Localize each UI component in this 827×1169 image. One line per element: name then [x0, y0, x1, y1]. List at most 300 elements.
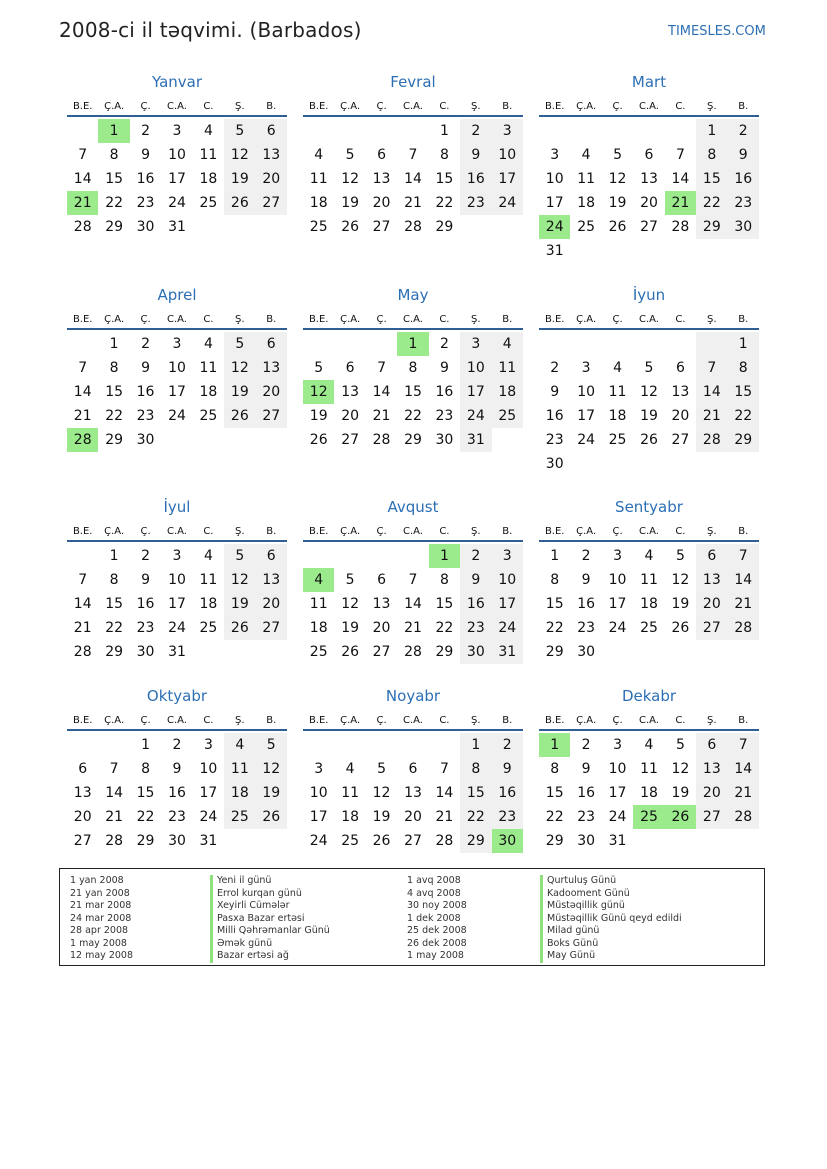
- day-cell: 16: [545, 408, 564, 424]
- day-cell: 12: [224, 356, 255, 380]
- empty-cell: [366, 332, 397, 356]
- day-cell: 18: [199, 384, 218, 400]
- month-name: Mart: [631, 73, 667, 91]
- weekday-label: Ç.: [612, 526, 623, 537]
- empty-cell: [602, 332, 633, 356]
- empty-cell: [665, 239, 696, 263]
- day-cell: 19: [640, 408, 658, 424]
- day-cell: 14: [435, 785, 454, 801]
- weekday-label: Ç.A.: [576, 715, 597, 726]
- day-cell: 6: [675, 360, 685, 376]
- legend-holiday-name: Errol kurqan günü: [210, 888, 330, 901]
- weekday-label: B.E.: [72, 526, 93, 537]
- day-cell: 2: [550, 360, 560, 376]
- weekday-label: Ç.A.: [340, 314, 361, 325]
- day-cell: 28: [696, 428, 727, 452]
- month-2: [303, 72, 523, 239]
- day-cell: 18: [577, 195, 596, 211]
- day-cell: 27: [372, 644, 391, 660]
- empty-cell: [334, 544, 365, 568]
- day-cell: 8: [439, 572, 449, 588]
- day-cell: 26: [341, 644, 360, 660]
- day-cell: 16: [460, 167, 491, 191]
- empty-cell: [633, 829, 664, 853]
- day-cell: 30: [435, 432, 454, 448]
- day-cell: 28: [67, 428, 98, 452]
- day-cell: 4: [224, 733, 255, 757]
- day-cell: 24: [492, 616, 523, 640]
- day-cell: 28: [105, 833, 124, 849]
- day-cell: 17: [545, 195, 564, 211]
- day-cell: 29: [460, 829, 491, 853]
- day-cell: 27: [256, 404, 287, 428]
- day-cell: 5: [314, 360, 324, 376]
- day-cell: 8: [460, 757, 491, 781]
- day-cell: 21: [404, 195, 422, 211]
- day-cell: 7: [728, 544, 759, 568]
- day-cell: 14: [73, 171, 92, 187]
- month-name: Fevral: [390, 73, 436, 91]
- day-cell: 13: [696, 568, 727, 592]
- day-cell: 27: [256, 191, 287, 215]
- weekday-label: C.A.: [166, 101, 187, 112]
- day-cell: 13: [696, 757, 727, 781]
- day-cell: 19: [309, 408, 328, 424]
- weekday-label: Ç.A.: [576, 101, 597, 112]
- day-cell: 20: [404, 809, 422, 825]
- day-cell: 25: [199, 408, 218, 424]
- weekday-label: Ş.: [471, 314, 481, 325]
- day-cell: 15: [435, 596, 454, 612]
- day-cell: 31: [608, 833, 627, 849]
- weekday-label: B.E.: [72, 715, 93, 726]
- day-cell: 8: [439, 147, 449, 163]
- day-cell: 4: [644, 548, 654, 564]
- day-cell: 6: [345, 360, 355, 376]
- weekday-label: B.: [266, 101, 277, 112]
- empty-cell: [633, 119, 664, 143]
- day-cell: 24: [492, 191, 523, 215]
- day-cell: 9: [460, 143, 491, 167]
- weekday-label: B.E.: [308, 314, 329, 325]
- day-cell: 22: [728, 404, 759, 428]
- weekday-label: C.: [439, 715, 450, 726]
- month-name: Aprel: [157, 286, 197, 304]
- weekday-label: Ç.A.: [104, 715, 125, 726]
- day-cell: 24: [168, 408, 186, 424]
- month-name: İyul: [163, 498, 191, 516]
- weekday-header: [303, 523, 523, 542]
- day-cell: 16: [168, 785, 186, 801]
- legend-date: 1 avq 2008: [407, 875, 461, 886]
- day-cell: 4: [314, 147, 324, 163]
- day-cell: 9: [439, 360, 449, 376]
- day-cell: 18: [309, 195, 328, 211]
- day-cell: 17: [460, 380, 491, 404]
- day-cell: 5: [224, 544, 255, 568]
- day-cell: 1: [550, 548, 560, 564]
- month-1: [67, 72, 287, 239]
- day-cell: 13: [256, 356, 287, 380]
- day-cell: 8: [728, 356, 759, 380]
- empty-cell: [633, 640, 664, 664]
- day-cell: 10: [168, 572, 186, 588]
- day-cell: 16: [577, 596, 596, 612]
- empty-cell: [570, 452, 601, 476]
- weekday-label: Ç.: [612, 101, 623, 112]
- day-cell: 27: [404, 833, 422, 849]
- day-cell: 16: [136, 384, 155, 400]
- day-cell: 19: [372, 809, 391, 825]
- weekday-label: Ç.: [612, 715, 623, 726]
- day-cell: 7: [408, 147, 418, 163]
- day-cell: 28: [728, 616, 759, 640]
- month-name: Yanvar: [151, 73, 203, 91]
- day-cell: 8: [109, 147, 119, 163]
- day-cell: 16: [728, 167, 759, 191]
- empty-cell: [570, 332, 601, 356]
- day-cell: 2: [581, 548, 591, 564]
- day-cell: 29: [545, 644, 564, 660]
- day-cell: 25: [224, 805, 255, 829]
- day-cell: 22: [435, 620, 454, 636]
- day-cell: 25: [199, 620, 218, 636]
- day-cell: 20: [696, 592, 727, 616]
- day-cell: 21: [67, 191, 98, 215]
- legend-holiday-name: Yeni il günü: [210, 875, 330, 888]
- day-cell: 3: [492, 119, 523, 143]
- empty-cell: [539, 119, 570, 143]
- weekday-header: [539, 712, 759, 731]
- weekday-label: B.E.: [308, 526, 329, 537]
- empty-cell: [665, 640, 696, 664]
- day-cell: 16: [492, 781, 523, 805]
- day-cell: 5: [644, 360, 654, 376]
- day-cell: 13: [256, 568, 287, 592]
- day-cell: 20: [696, 781, 727, 805]
- day-cell: 30: [545, 456, 564, 472]
- empty-cell: [256, 640, 287, 664]
- weekday-label: C.: [439, 101, 450, 112]
- day-cell: 19: [341, 195, 360, 211]
- legend-holiday-name: Əmək günü: [210, 938, 330, 951]
- weekday-header: [539, 523, 759, 542]
- holiday-legend: [59, 868, 765, 966]
- legend-left-names: [210, 875, 330, 963]
- empty-cell: [633, 239, 664, 263]
- weekday-header: [67, 712, 287, 731]
- weekday-label: C.A.: [638, 715, 659, 726]
- weekday-label: C.: [203, 715, 214, 726]
- day-cell: 28: [728, 805, 759, 829]
- day-cell: 21: [728, 781, 759, 805]
- empty-cell: [460, 215, 491, 239]
- day-cell: 8: [408, 360, 418, 376]
- empty-cell: [303, 733, 334, 757]
- day-cell: 12: [372, 785, 391, 801]
- empty-cell: [696, 452, 727, 476]
- day-grid: [67, 332, 287, 452]
- day-cell: 17: [199, 785, 218, 801]
- day-grid: [303, 332, 523, 452]
- day-cell: 13: [372, 171, 391, 187]
- day-cell: 24: [168, 195, 186, 211]
- day-cell: 6: [377, 147, 387, 163]
- day-cell: 18: [224, 781, 255, 805]
- day-cell: 29: [545, 833, 564, 849]
- day-cell: 17: [168, 171, 186, 187]
- day-cell: 1: [460, 733, 491, 757]
- empty-cell: [303, 119, 334, 143]
- day-cell: 29: [105, 644, 124, 660]
- day-cell: 14: [372, 384, 391, 400]
- day-cell: 9: [492, 757, 523, 781]
- weekday-header: [303, 311, 523, 330]
- empty-cell: [696, 239, 727, 263]
- day-cell: 29: [435, 219, 454, 235]
- legend-holiday-name: Müstəqillik Günü qeyd edildi: [540, 913, 682, 926]
- day-cell: 7: [109, 761, 119, 777]
- month-10: [67, 686, 287, 853]
- day-cell: 14: [404, 596, 422, 612]
- weekday-label: B.E.: [308, 715, 329, 726]
- day-cell: 31: [545, 243, 564, 259]
- weekday-label: B.: [738, 526, 749, 537]
- day-cell: 28: [73, 644, 92, 660]
- day-cell: 15: [728, 380, 759, 404]
- empty-cell: [303, 332, 334, 356]
- weekday-label: Ş.: [471, 715, 481, 726]
- day-cell: 20: [671, 408, 690, 424]
- day-cell: 30: [577, 644, 596, 660]
- day-cell: 22: [460, 805, 491, 829]
- legend-date: 24 mar 2008: [70, 912, 132, 924]
- day-cell: 30: [168, 833, 186, 849]
- day-cell: 30: [577, 833, 596, 849]
- day-cell: 5: [345, 147, 355, 163]
- weekday-label: B.E.: [72, 101, 93, 112]
- legend-date: 26 dek 2008: [407, 937, 467, 949]
- day-cell: 26: [665, 805, 696, 829]
- weekday-label: Ş.: [235, 526, 245, 537]
- day-cell: 6: [644, 147, 654, 163]
- weekday-header: [539, 98, 759, 117]
- empty-cell: [256, 215, 287, 239]
- day-cell: 18: [640, 785, 658, 801]
- day-cell: 8: [109, 360, 119, 376]
- day-cell: 21: [372, 408, 391, 424]
- day-cell: 29: [105, 432, 124, 448]
- day-cell: 2: [492, 733, 523, 757]
- legend-date: 12 may 2008: [70, 950, 134, 961]
- day-cell: 1: [397, 332, 428, 356]
- weekday-label: B.: [738, 101, 749, 112]
- day-cell: 8: [696, 143, 727, 167]
- legend-holiday-name: Müstəqillik günü: [540, 900, 682, 913]
- day-cell: 17: [492, 592, 523, 616]
- day-cell: 6: [377, 572, 387, 588]
- page-title: 2008-ci il təqvimi. (Barbados): [59, 18, 362, 42]
- month-name: Noyabr: [385, 687, 441, 705]
- weekday-label: Ç.: [376, 101, 387, 112]
- day-cell: 7: [675, 147, 685, 163]
- day-grid: [67, 119, 287, 239]
- day-cell: 16: [435, 384, 454, 400]
- day-cell: 11: [199, 572, 218, 588]
- day-cell: 24: [608, 620, 627, 636]
- weekday-label: C.A.: [166, 526, 187, 537]
- day-grid: [539, 733, 759, 853]
- day-cell: 22: [696, 191, 727, 215]
- weekday-label: C.: [675, 101, 686, 112]
- empty-cell: [665, 829, 696, 853]
- weekday-label: Ş.: [707, 101, 717, 112]
- empty-cell: [334, 119, 365, 143]
- day-cell: 19: [671, 596, 690, 612]
- empty-cell: [539, 332, 570, 356]
- day-cell: 3: [492, 544, 523, 568]
- day-cell: 2: [460, 119, 491, 143]
- day-cell: 4: [303, 568, 334, 592]
- legend-right-names: [540, 875, 682, 963]
- weekday-header: [67, 523, 287, 542]
- weekday-label: Ş.: [707, 314, 717, 325]
- empty-cell: [224, 640, 255, 664]
- day-cell: 5: [345, 572, 355, 588]
- day-cell: 17: [577, 408, 596, 424]
- site-link[interactable]: TIMESLES.COM: [668, 24, 766, 39]
- day-cell: 30: [136, 432, 155, 448]
- day-cell: 7: [408, 572, 418, 588]
- day-cell: 21: [404, 620, 422, 636]
- day-cell: 9: [141, 572, 151, 588]
- day-cell: 28: [372, 432, 391, 448]
- weekday-label: B.: [738, 314, 749, 325]
- month-11: [303, 686, 523, 853]
- empty-cell: [303, 544, 334, 568]
- day-cell: 3: [172, 123, 182, 139]
- day-cell: 5: [377, 761, 387, 777]
- day-cell: 26: [256, 805, 287, 829]
- day-cell: 23: [435, 408, 454, 424]
- day-cell: 9: [141, 147, 151, 163]
- day-cell: 4: [644, 737, 654, 753]
- empty-cell: [492, 215, 523, 239]
- weekday-label: Ş.: [707, 526, 717, 537]
- day-cell: 7: [377, 360, 387, 376]
- empty-cell: [256, 829, 287, 853]
- day-cell: 4: [203, 548, 213, 564]
- weekday-label: Ç.: [376, 314, 387, 325]
- day-cell: 14: [73, 384, 92, 400]
- day-cell: 2: [439, 336, 449, 352]
- day-cell: 26: [224, 616, 255, 640]
- day-cell: 26: [224, 191, 255, 215]
- day-cell: 11: [199, 360, 218, 376]
- empty-cell: [602, 239, 633, 263]
- weekday-label: C.: [675, 715, 686, 726]
- day-grid: [539, 119, 759, 263]
- empty-cell: [67, 733, 98, 757]
- day-cell: 10: [168, 147, 186, 163]
- day-cell: 26: [341, 219, 360, 235]
- day-cell: 3: [460, 332, 491, 356]
- empty-cell: [665, 452, 696, 476]
- day-grid: [539, 544, 759, 664]
- day-cell: 17: [608, 596, 627, 612]
- day-cell: 23: [577, 620, 596, 636]
- day-cell: 15: [105, 384, 124, 400]
- day-cell: 11: [608, 384, 627, 400]
- day-cell: 11: [224, 757, 255, 781]
- empty-cell: [366, 733, 397, 757]
- day-cell: 2: [141, 123, 151, 139]
- weekday-label: B.E.: [544, 715, 565, 726]
- day-cell: 15: [545, 785, 564, 801]
- day-cell: 19: [256, 781, 287, 805]
- day-cell: 16: [460, 592, 491, 616]
- day-cell: 16: [136, 171, 155, 187]
- day-cell: 8: [550, 572, 560, 588]
- day-cell: 10: [608, 572, 627, 588]
- empty-cell: [397, 733, 428, 757]
- weekday-label: B.: [502, 715, 513, 726]
- day-cell: 9: [172, 761, 182, 777]
- weekday-label: B.: [502, 101, 513, 112]
- day-cell: 15: [105, 171, 124, 187]
- day-cell: 5: [224, 119, 255, 143]
- day-cell: 11: [199, 147, 218, 163]
- day-cell: 13: [341, 384, 360, 400]
- day-cell: 4: [581, 147, 591, 163]
- empty-cell: [633, 452, 664, 476]
- day-cell: 20: [256, 167, 287, 191]
- day-cell: 23: [545, 432, 564, 448]
- weekday-label: B.: [502, 526, 513, 537]
- empty-cell: [224, 428, 255, 452]
- day-cell: 11: [341, 785, 360, 801]
- day-cell: 3: [203, 737, 213, 753]
- day-cell: 10: [545, 171, 564, 187]
- day-grid: [303, 119, 523, 239]
- day-cell: 24: [608, 809, 627, 825]
- day-cell: 27: [671, 432, 690, 448]
- day-cell: 22: [545, 809, 564, 825]
- day-grid: [67, 733, 287, 853]
- day-cell: 10: [309, 785, 328, 801]
- legend-date: 21 yan 2008: [70, 887, 130, 899]
- empty-cell: [193, 640, 224, 664]
- day-cell: 18: [199, 171, 218, 187]
- weekday-label: Ç.: [612, 314, 623, 325]
- day-cell: 30: [492, 829, 523, 853]
- weekday-label: Ş.: [471, 101, 481, 112]
- day-cell: 29: [404, 432, 422, 448]
- weekday-label: C.A.: [638, 101, 659, 112]
- day-cell: 13: [640, 171, 658, 187]
- day-cell: 9: [581, 572, 591, 588]
- day-cell: 17: [608, 785, 627, 801]
- weekday-label: Ç.: [140, 101, 151, 112]
- empty-cell: [429, 733, 460, 757]
- empty-cell: [397, 119, 428, 143]
- weekday-label: C.A.: [166, 715, 187, 726]
- day-cell: 4: [203, 123, 213, 139]
- day-grid: [539, 332, 759, 476]
- day-cell: 11: [640, 572, 658, 588]
- empty-cell: [67, 544, 98, 568]
- day-cell: 28: [404, 644, 422, 660]
